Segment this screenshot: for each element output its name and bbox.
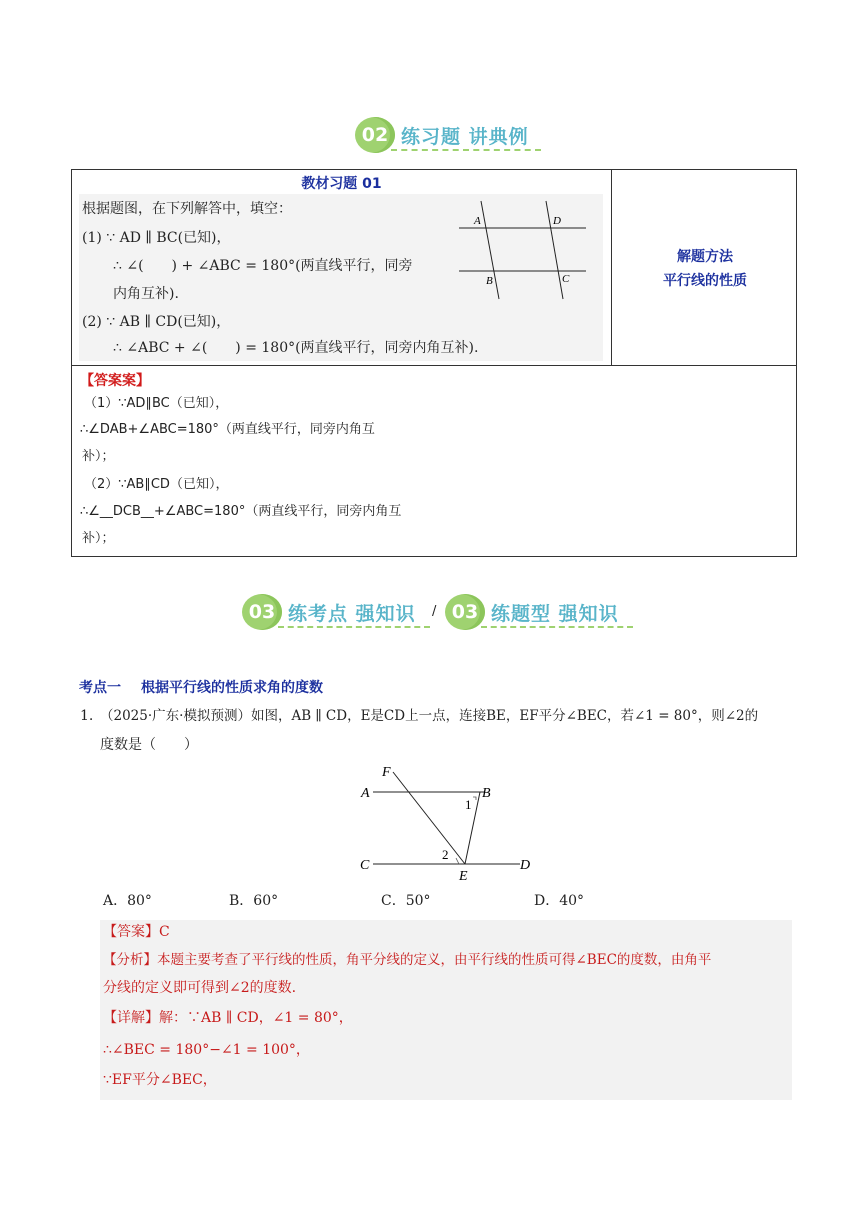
solution-step: ∵EF平分∠BEC， bbox=[103, 1072, 217, 1088]
problem-line: 内角互补). bbox=[113, 286, 179, 302]
solution-analysis: 【分析】本题主要考查了平行线的性质，角平分线的定义，由平行线的性质可得∠BEC的度数，由角平 bbox=[103, 952, 712, 968]
problem-line: (2) ∵ AB ∥ CD(已知)， bbox=[82, 314, 231, 330]
section-header-03-right bbox=[445, 594, 635, 630]
figure-label-B: B bbox=[482, 786, 491, 801]
problem-line: (1) ∵ AD ∥ BC(已知)， bbox=[82, 230, 231, 246]
figure-label-2: 2 bbox=[442, 847, 449, 862]
answer-line: 补）； bbox=[82, 449, 115, 464]
question-figure bbox=[355, 760, 540, 885]
figure-label-C: C bbox=[562, 273, 570, 285]
exercise-table bbox=[71, 169, 797, 557]
answer-line: ∴∠__DCB__+∠ABC=180°（两直线平行，同旁内角互 bbox=[80, 504, 402, 519]
answer-line: 补）； bbox=[82, 531, 115, 546]
section-header-03-left bbox=[242, 594, 432, 630]
dashed-underline bbox=[278, 626, 430, 628]
table-title: 教材习题 01 bbox=[301, 176, 382, 192]
section-badge: 02 bbox=[355, 117, 395, 153]
problem-line: ∴ ∠ABC + ∠( ) = 180°(两直线平行，同旁内角互补). bbox=[113, 340, 479, 356]
section-title: 练习题 讲典例 bbox=[401, 126, 529, 148]
topic-label: 考点一 bbox=[79, 680, 121, 696]
figure-label-1: 1 bbox=[465, 797, 472, 812]
parallel-lines-figure bbox=[454, 196, 594, 306]
problem-line: ∴ ∠( ) + ∠ABC = 180°(两直线平行，同旁 bbox=[113, 258, 413, 274]
figure-label-B: B bbox=[486, 275, 493, 287]
figure-label-D: D bbox=[520, 858, 531, 873]
dashed-underline bbox=[481, 626, 633, 628]
figure-label-C: C bbox=[360, 858, 370, 873]
section-title: 练考点 强知识 bbox=[288, 603, 416, 625]
dashed-underline bbox=[391, 149, 541, 151]
option-c[interactable]: C．50° bbox=[381, 893, 431, 909]
section-title: 练题型 强知识 bbox=[491, 603, 619, 625]
table-divider-vertical bbox=[611, 170, 612, 365]
section-badge: 03 bbox=[242, 594, 282, 630]
solution-answer: 【答案】C bbox=[103, 924, 170, 940]
header-separator: / bbox=[432, 604, 437, 619]
answer-label: 【答案案】 bbox=[80, 373, 150, 389]
figure-label-A: A bbox=[474, 215, 481, 227]
question-number: 1. bbox=[80, 708, 94, 724]
question-text: （2025·广东·模拟预测）如图，AB ∥ CD，E是CD上一点，连接BE，EF平分∠BEC，若∠1 = 80°，则∠2的 bbox=[100, 708, 759, 724]
figure-label-E: E bbox=[459, 869, 468, 884]
answer-line: （2）∵AB∥CD（已知）， bbox=[84, 477, 229, 492]
option-d[interactable]: D．40° bbox=[534, 893, 585, 909]
solution-detail: 【详解】解：∵AB ∥ CD，∠1 = 80°， bbox=[103, 1010, 353, 1026]
figure-label-F: F bbox=[382, 765, 391, 780]
solution-box bbox=[100, 920, 792, 1100]
solution-step: ∴∠BEC = 180°−∠1 = 100°， bbox=[103, 1042, 310, 1058]
topic-title: 根据平行线的性质求角的度数 bbox=[141, 680, 323, 696]
option-b[interactable]: B．60° bbox=[229, 893, 279, 909]
problem-box bbox=[79, 194, 603, 361]
section-badge: 03 bbox=[445, 594, 485, 630]
table-divider-horizontal bbox=[72, 365, 796, 366]
figure-label-D: D bbox=[553, 215, 561, 227]
method-title: 解题方法 bbox=[677, 249, 733, 265]
answer-line: ∴∠DAB+∠ABC=180°（两直线平行，同旁内角互 bbox=[80, 422, 375, 437]
figure-label-A: A bbox=[361, 786, 370, 801]
option-a[interactable]: A．80° bbox=[103, 893, 152, 909]
solution-analysis: 分线的定义即可得到∠2的度数. bbox=[103, 980, 297, 996]
section-header-02 bbox=[355, 117, 545, 153]
method-text: 平行线的性质 bbox=[663, 273, 747, 289]
answer-line: （1）∵AD∥BC（已知）， bbox=[84, 396, 229, 411]
question-text: 度数是（ ） bbox=[100, 737, 198, 753]
problem-line: 根据题图，在下列解答中，填空： bbox=[82, 201, 292, 217]
